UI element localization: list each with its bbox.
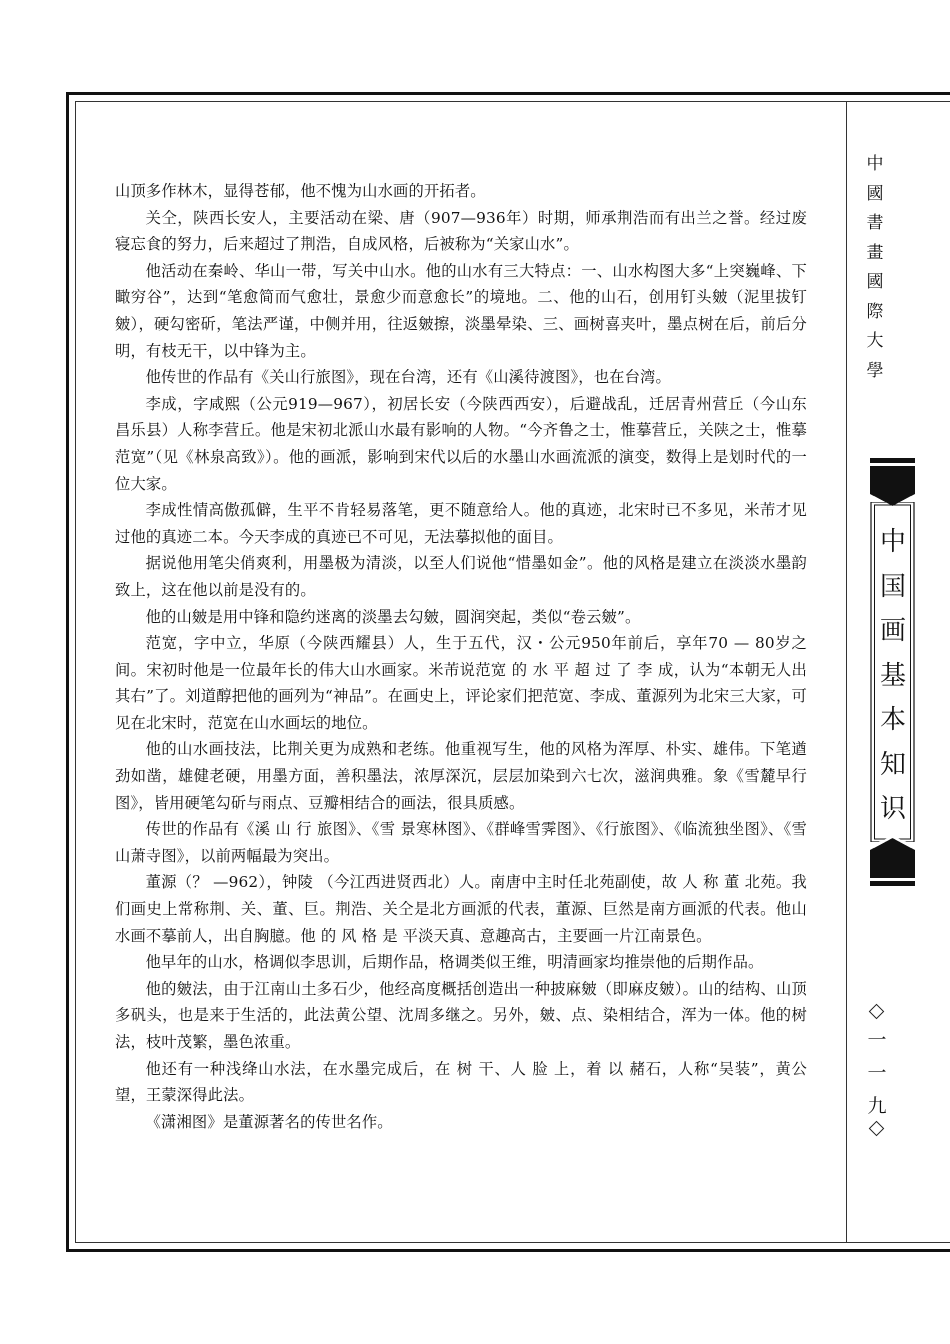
- series-title-char: 際: [866, 301, 884, 322]
- page-number-char: 一: [867, 1062, 887, 1084]
- paragraph: 他的皴法，由于江南山土多石少，他经高度概括创造出一种披麻皴（即麻皮皴）。山的结构、山顶多矾头，也是来于生活的，此法黄公望、沈周多继之。另外，皴、点、染相结合，浑为一体。他的树法，枝叶茂繁，墨色浓重。: [115, 979, 807, 1051]
- paragraph: 山顶多作林木，显得苍郁，他不愧为山水画的开拓者。: [115, 182, 486, 200]
- paragraph: 《潇湘图》是董源著名的传世名作。: [145, 1112, 393, 1131]
- cartouche-bottom-ornament: [870, 838, 915, 878]
- series-title-char: 中: [866, 154, 884, 174]
- paragraph: 范宽，字中立，华原（今陕西耀县）人，生于五代，汉・公元950年前后，享年70 — 80岁之间。宋初时他是一位最年长的伟大山水画家。米芾说范宽 的 水 平 超 过 了 李 成，认为“本朝无人出其右”了。刘道醇把他的画列为“神品”。在画史上，评论家们把范宽、李成、董源列为北宋三大家，可见在北宋时，范宽在山水画坛的地位。: [115, 634, 807, 732]
- book-title-char: 中: [879, 527, 906, 557]
- book-title-char: 国: [879, 571, 906, 602]
- cartouche-top-ornament: [870, 466, 915, 506]
- series-title-char: 學: [866, 360, 884, 381]
- page-number-char: 一: [867, 1029, 887, 1051]
- paragraph: 李成，字咸熙（公元919—967），初居长安（今陕西西安），后避战乱，迁居青州营丘（今山东昌乐县）人称李营丘。他是宋初北派山水最有影响的人物。“今齐鲁之士，惟摹营丘，关陕之士，惟摹范宽”（见《林泉高致》）。他的画派，影响到宋代以后的水墨山水画流派的演变，数得上是划时代的一位大家。: [115, 394, 807, 493]
- body-text: [115, 178, 807, 1135]
- series-title-char: 大: [866, 331, 884, 351]
- series-title-char: 書: [866, 213, 884, 233]
- series-title: [860, 150, 890, 386]
- paragraph: 据说他用笔尖俏爽利，用墨极为清淡，以至人们说他“惜墨如金”。他的风格是建立在淡淡水墨韵致上，这在他以前是没有的。: [115, 554, 807, 599]
- paragraph: 董源（？ —962），钟陵 （今江西进贤西北）人。南唐中主时任北苑副使，故 人 称 董 北苑。我们画史上常称荆、关、董、巨。荆浩、关仝是北方画派的代表，董源、巨然是南方画派的代表。他山水画不摹前人，出自胸臆。他 的 风 格 是 平淡天真、意趣高古，主要画一片江南景色。: [115, 873, 807, 945]
- paragraph: 他早年的山水，格调似李思训，后期作品，格调类似王维，明清画家均推崇他的后期作品。: [145, 953, 764, 972]
- series-title-char: 國: [866, 183, 884, 204]
- paragraph: 传世的作品有《溪 山 行 旅图》、《雪 景寒林图》、《群峰雪霁图》、《行旅图》、《临流独坐图》、《雪山萧寺图》，以前两幅最为突出。: [115, 820, 807, 865]
- paragraph: 他的山水画技法，比荆关更为成熟和老练。他重视写生，他的风格为浑厚、朴实、雄伟。下笔遒劲如凿，雄健老硬，用墨方面，善积墨法，浓厚深沉，层层加染到六七次，滋润典雅。象《雪麓早行图》，皆用硬笔勾斫与雨点、豆瓣相结合的画法，很具质感。: [115, 740, 807, 812]
- book-title-char: 知: [879, 749, 906, 780]
- cartouche-top-bar: [870, 458, 915, 463]
- book-title-char: 画: [879, 616, 906, 646]
- side-column-rule: [846, 101, 847, 1243]
- series-title-char: 國: [866, 272, 884, 292]
- paragraph: 他还有一种浅绛山水法，在水墨完成后，在 树 干、人 脸 上，着 以 赭石，人称“吴装”，黄公望，王蒙深得此法。: [115, 1059, 807, 1105]
- paragraph: 李成性情高傲孤僻，生平不肯轻易落笔，更不随意给人。他的真迹，北宋时已不多见，米芾才见过他的真迹二本。今天李成的真迹已不可见，无法摹拟他的面目。: [115, 501, 807, 546]
- book-title-char: 识: [879, 794, 906, 824]
- book-title-char: 本: [879, 705, 906, 735]
- paragraph: 他活动在秦岭、华山一带，写关中山水。他的山水有三大特点：一、山水构图大多“上突巍峰、下瞰穷谷”，达到“笔愈简而气愈壮，景愈少而意愈长”的境地。二、他的山石，创用钉头皴（泥里拔钉皴），硬勾密斫，笔法严谨，中侧并用，往返皴擦，淡墨晕染、三、画树喜夹叶，墨点树在后，前后分明，有枝无干，以中锋为主。: [115, 261, 807, 360]
- series-title-char: 畫: [866, 242, 884, 263]
- paragraph: 他传世的作品有《关山行旅图》，现在台湾，还有《山溪待渡图》，也在台湾。: [145, 368, 671, 387]
- book-title: [868, 520, 918, 832]
- paragraph: 他的山皴是用中锋和隐约迷离的淡墨去勾皴，圆润突起，类似“卷云皴”。: [145, 607, 641, 626]
- page-number: [862, 1024, 892, 1123]
- paragraph: 关仝，陕西长安人，主要活动在梁、唐（907—936年）时期，师承荆浩而有出兰之誉。经过废寝忘食的努力，后来超过了荆浩，自成风格，后被称为“关家山水”。: [115, 208, 807, 254]
- cartouche-bottom-bar: [870, 881, 915, 886]
- book-title-char: 基: [879, 660, 906, 691]
- page-number-char: 九: [867, 1095, 887, 1117]
